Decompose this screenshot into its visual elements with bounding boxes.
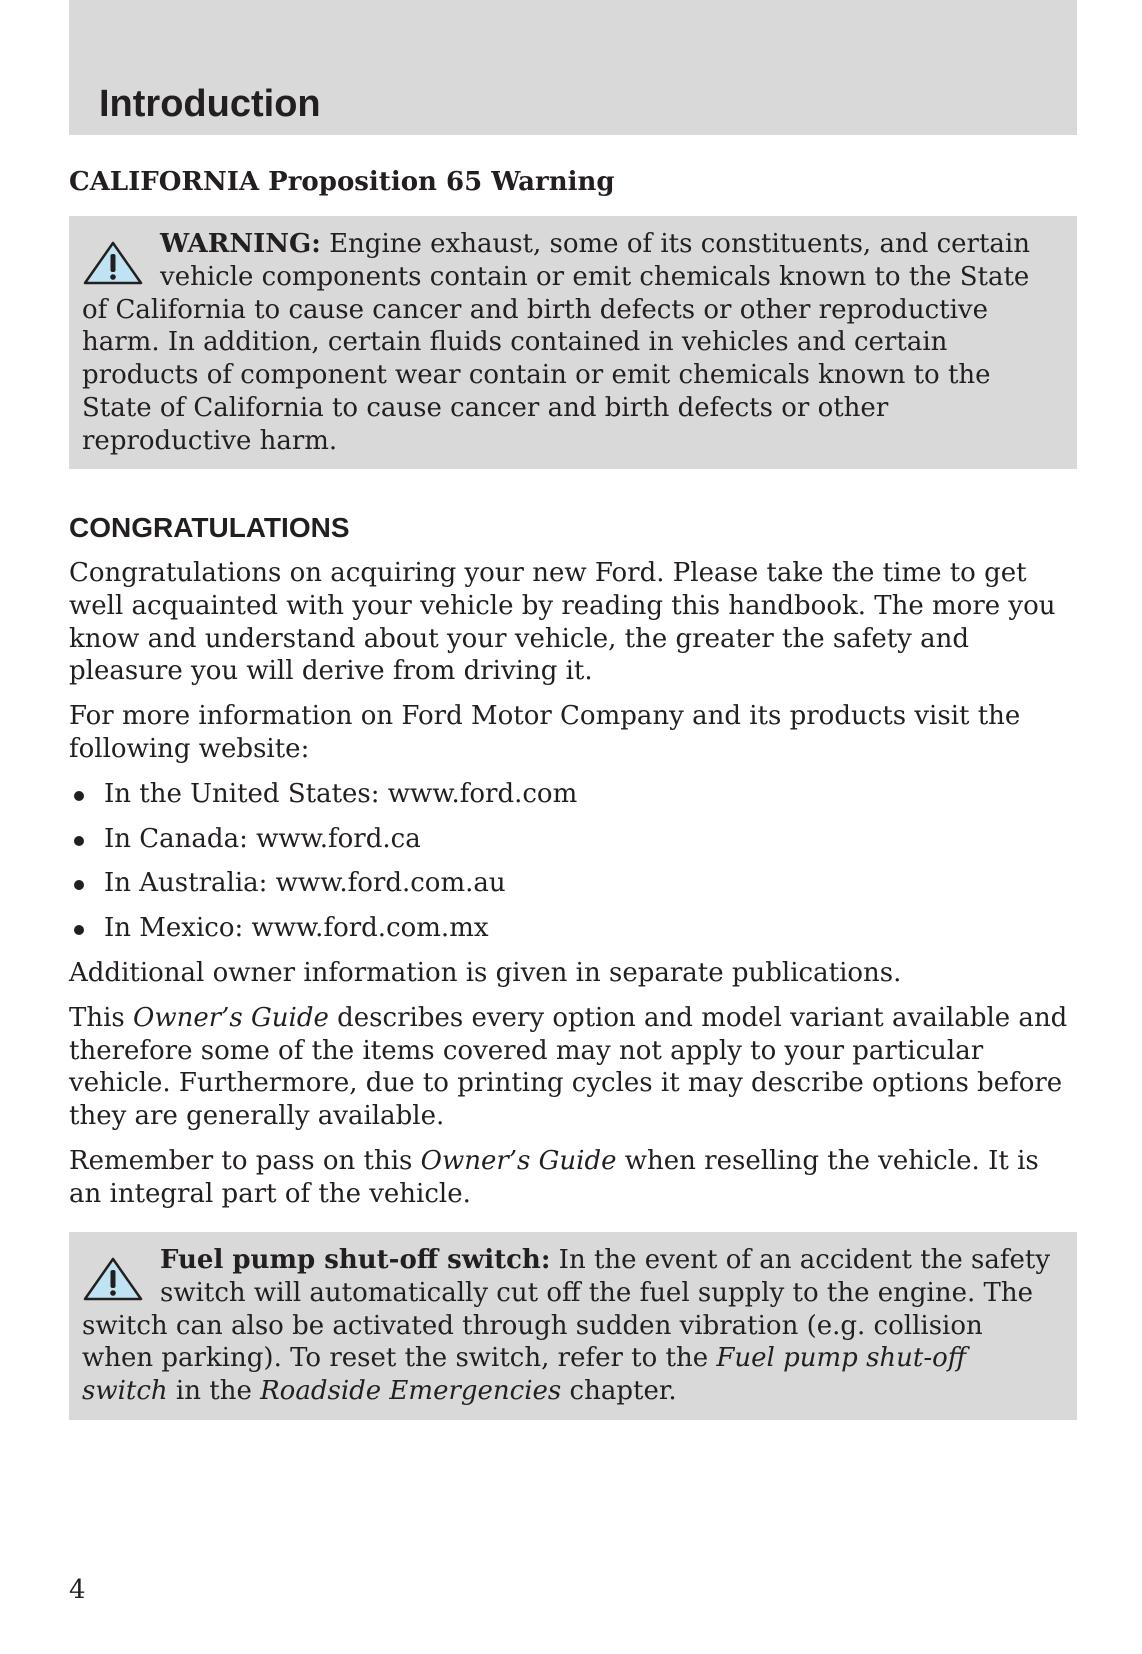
bullet-icon — [74, 880, 84, 890]
list-item: In Australia: www.ford.com.au — [69, 867, 1077, 900]
fuel-pump-reference: Fuel pump shut-off switch — [82, 1343, 967, 1407]
warning-body: Engine exhaust, some of its constituents, and certain vehicle components contain or emit chemicals known to the State of California to cause cancer and birth defects or other reproductive harm. In addition, certain fluids contained in vehicles and certain products of component wear contain or emit chemicals known to the State of California to cause cancer and birth defects or other reproductive harm. — [82, 229, 1030, 456]
chapter-reference: Roadside Emergencies — [260, 1376, 562, 1407]
bullet-icon — [74, 925, 84, 935]
warning-triangle-icon — [82, 240, 144, 286]
warning-triangle-icon — [82, 1256, 144, 1302]
fuel-pump-warning-text: Fuel pump shut-off switch: In the event of an accident the safety switch will automatically cut off the fuel supply to the engine. The switch can also be activated through sudden vibration (e.g. collision when parking). To reset the switch, refer to the Fuel pump shut-off switch in the Roadside Emergencies chapter. — [82, 1245, 1051, 1407]
prop65-warning-box — [69, 216, 1077, 469]
fuel-pump-warning-box — [69, 1232, 1077, 1420]
congratulations-body — [69, 557, 1077, 1223]
header-band — [69, 0, 1077, 135]
prop65-heading: CALIFORNIA Proposition 65 Warning — [69, 167, 615, 197]
bullet-icon — [74, 836, 84, 846]
congratulations-paragraph-1: Congratulations on acquiring your new Ford. Please take the time to get well acquainted with your vehicle by reading this handbook. The more you know and understand about your vehicle, the greater the safety and pleasure you will derive from driving it. — [69, 558, 1056, 687]
congratulations-paragraph-4: This Owner’s Guide describes every option and model variant available and therefore some of the items covered may not apply to your particular vehicle. Furthermore, due to printing cycles it may describe options before they are generally available. — [69, 1002, 1068, 1132]
page-number: 4 — [69, 1575, 86, 1605]
bullet-icon — [74, 791, 84, 801]
owners-guide-title: Owner’s Guide — [420, 1145, 617, 1176]
prop65-warning-text — [82, 228, 1057, 458]
warning-label: WARNING: — [160, 229, 321, 259]
congratulations-heading: CONGRATULATIONS — [69, 512, 350, 543]
list-item: In Mexico: www.ford.com.mx — [69, 912, 1077, 945]
list-item: In the United States: www.ford.com — [69, 778, 1077, 811]
fuel-pump-label: Fuel pump shut-off switch: — [160, 1245, 551, 1275]
congratulations-paragraph-3: Additional owner information is given in separate publications. — [69, 957, 902, 988]
website-list — [69, 778, 1077, 945]
congratulations-paragraph-5: Remember to pass on this Owner’s Guide when reselling the vehicle. It is an integral part of the vehicle. — [69, 1145, 1039, 1209]
list-item: In Canada: www.ford.ca — [69, 823, 1077, 856]
owners-guide-title: Owner’s Guide — [133, 1002, 329, 1033]
congratulations-paragraph-2: For more information on Ford Motor Company and its products visit the following website: — [69, 701, 1021, 764]
page-title: Introduction — [99, 83, 321, 125]
